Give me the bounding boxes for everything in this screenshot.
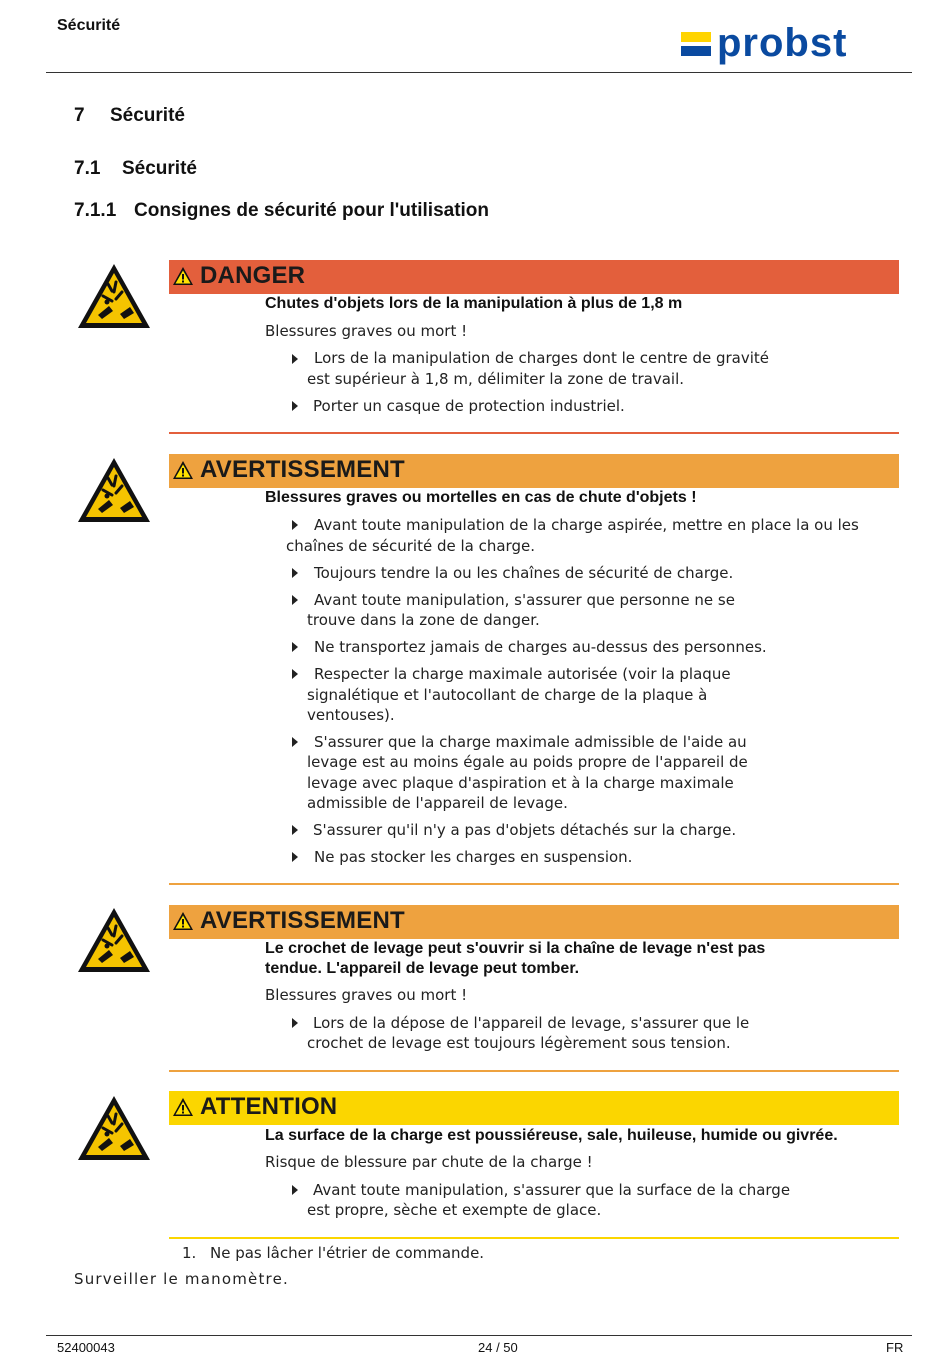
signal-word: AVERTISSEMENT [200,456,405,483]
list-item-line: Avant toute manipulation, s'assurer que personne ne se [314,591,735,609]
list-item-line: est supérieur à 1,8 m, délimiter la zone de travail. [307,370,685,388]
list-item-line: chaînes de sécurité de la charge. [286,537,535,555]
signal-word: AVERTISSEMENT [200,907,405,934]
heading-text: Sécurité [110,105,185,126]
hazard-consequence: Blessures graves ou mort ! [265,986,468,1004]
footer-doc-number: 52400043 [57,1340,115,1355]
bullet-arrow-icon [292,1018,298,1028]
heading-level-2 [74,158,197,180]
hazard-title: Chutes d'objets lors de la manipulation à plus de 1,8 m [265,295,683,312]
hazard-title: Blessures graves ou mortelles en cas de chute d'objets ! [265,489,697,506]
falling-objects-icon [76,456,152,524]
hazard-consequence: Risque de blessure par chute de la charge ! [265,1153,593,1171]
heading-number: 7.1 [74,158,101,179]
footer-rule [46,1335,912,1336]
heading-number: 7.1.1 [74,200,117,221]
heading-text: Sécurité [122,158,197,179]
list-item-line: signalétique et l'autocollant de charge de la plaque à [307,686,708,704]
falling-objects-icon [76,906,152,974]
signal-bar [169,454,899,488]
closing-text: Surveiller le manomètre. [74,1270,289,1288]
list-item-line: crochet de levage est toujours légèrement sous tension. [307,1034,731,1052]
heading-number: 7 [74,105,85,126]
header-rule [46,72,912,73]
list-item-line: Lors de la dépose de l'appareil de levage, s'assurer que le [313,1014,750,1032]
header-section-title: Sécurité [57,17,121,34]
list-item-line: admissible de l'appareil de levage. [307,794,568,812]
step-text: Ne pas lâcher l'étrier de commande. [210,1244,485,1262]
bullet-arrow-icon [292,520,298,530]
bullet-arrow-icon [292,825,298,835]
signal-word: ATTENTION [200,1093,338,1120]
list-item-line: Porter un casque de protection industriel. [313,397,625,415]
bullet-arrow-icon [292,1185,298,1195]
falling-objects-icon [76,262,152,330]
heading-text: Consignes de sécurité pour l'utilisation [134,200,490,221]
list-item-line: levage est au moins égale au poids propre de l'appareil de [307,753,748,771]
signal-word: DANGER [200,262,306,289]
hazard-consequence: Blessures graves ou mort ! [265,322,468,340]
warning-triangle-icon [172,460,194,480]
section-rule [169,1070,899,1072]
bullet-arrow-icon [292,852,298,862]
section-rule [169,432,899,434]
heading-level-3 [74,200,489,222]
bullet-arrow-icon [292,354,298,364]
list-item-line: Ne pas stocker les charges en suspension. [314,848,633,866]
list-item-line: ventouses). [307,706,395,724]
bullet-arrow-icon [292,401,298,411]
footer-page-number: 24 / 50 [478,1340,518,1355]
bullet-arrow-icon [292,642,298,652]
hazard-title: Le crochet de levage peut s'ouvrir si la chaîne de levage n'est pas tendue. L'appareil de levage peut tomber. [265,940,766,977]
bullet-arrow-icon [292,737,298,747]
falling-objects-icon [76,1094,152,1162]
signal-bar [169,260,899,294]
warning-triangle-icon [172,1097,194,1117]
probst-logo [681,24,905,70]
list-item-line: Avant toute manipulation, s'assurer que la surface de la charge [313,1181,791,1199]
step-item [182,1244,484,1262]
step-number: 1. [182,1244,197,1262]
heading-level-1 [74,105,185,127]
warning-triangle-icon [172,911,194,931]
hazard-title: La surface de la charge est poussiéreuse, sale, huileuse, humide ou givrée. [265,1127,838,1144]
section-rule [169,883,899,885]
footer-language: FR [886,1340,904,1355]
bullet-arrow-icon [292,669,298,679]
list-item-line: trouve dans la zone de danger. [307,611,540,629]
list-item-line: est propre, sèche et exempte de glace. [307,1201,602,1219]
signal-bar [169,905,899,939]
warning-triangle-icon [172,266,194,286]
signal-bar [169,1091,899,1125]
svg-text:probst: probst [717,24,848,65]
section-rule [169,1237,899,1239]
list-item-line: S'assurer que la charge maximale admissible de l'aide au [314,733,747,751]
list-item-line: S'assurer qu'il n'y a pas d'objets détachés sur la charge. [313,821,737,839]
list-item-line: Ne transportez jamais de charges au-dessus des personnes. [314,638,767,656]
list-item-line: levage avec plaque d'aspiration et à la charge maximale [307,774,734,792]
bullet-arrow-icon [292,595,298,605]
list-item-line: Respecter la charge maximale autorisée (voir la plaque [314,665,731,683]
list-item-line: Avant toute manipulation de la charge aspirée, mettre en place la ou les [314,516,859,534]
list-item-line: Lors de la manipulation de charges dont le centre de gravité [314,349,770,367]
bullet-arrow-icon [292,568,298,578]
list-item-line: Toujours tendre la ou les chaînes de sécurité de charge. [314,564,734,582]
